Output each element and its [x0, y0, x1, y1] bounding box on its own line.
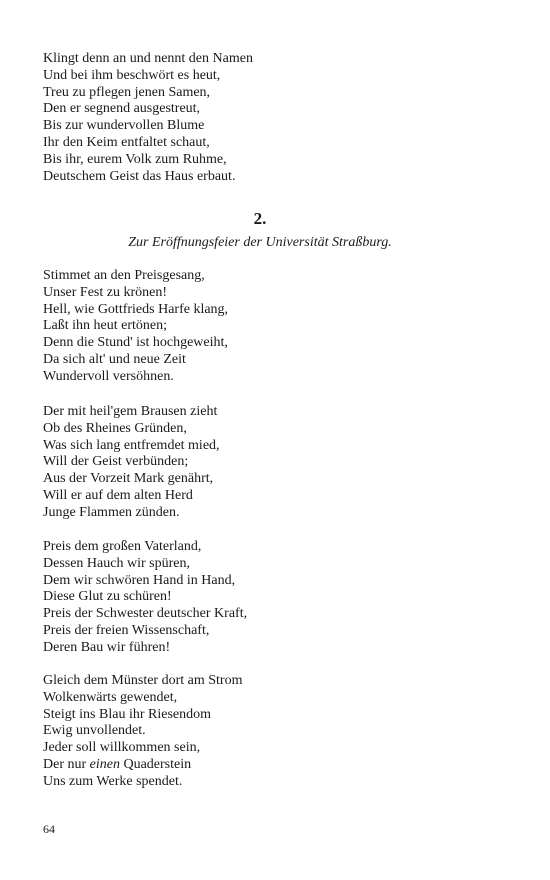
poem-line: Hell, wie Gottfrieds Harfe klang,	[43, 301, 229, 317]
poem-line: Wundervoll versöhnen.	[43, 368, 174, 384]
poem-line: Unser Fest zu krönen!	[43, 284, 168, 300]
poem-line: Ob des Rheines Gründen,	[43, 420, 187, 436]
poem-line: Will der Geist verbünden;	[43, 454, 189, 470]
poem-line: Ewig unvollendet.	[43, 723, 146, 739]
line-text-before: Der nur	[43, 756, 90, 772]
poem-line: Klingt denn an und nennt den Namen	[43, 51, 253, 66]
section-subtitle: Zur Eröffnungsfeier der Universität Straßburg.	[128, 235, 392, 250]
poem-line: Steigt ins Blau ihr Riesendom	[43, 706, 211, 722]
poem-line: Jeder soll willkommen sein,	[43, 740, 201, 756]
stanza-5	[43, 673, 242, 791]
stanza-1	[43, 51, 253, 185]
poem-line: Den er segnend ausgestreut,	[43, 101, 201, 117]
poem-line-with-emphasis	[43, 757, 242, 774]
poem-line: Will er auf dem alten Herd	[43, 487, 193, 503]
poem-line: Deren Bau wir führen!	[43, 639, 171, 655]
poem-line: Preis der Schwester deutscher Kraft,	[43, 606, 248, 622]
stanza-2	[43, 268, 228, 386]
poem-line: Diese Glut zu schüren!	[43, 589, 172, 605]
poem-line: Bis zur wundervollen Blume	[43, 118, 205, 134]
line-text-after: Quaderstein	[119, 756, 192, 772]
stanza-4	[43, 539, 247, 657]
poem-line: Gleich dem Münster dort am Strom	[43, 673, 243, 688]
poem-line: Aus der Vorzeit Mark genährt,	[43, 471, 214, 487]
poem-line: Denn die Stund' ist hochgeweiht,	[43, 335, 228, 351]
poem-line: Stimmet an den Preisgesang,	[43, 268, 205, 283]
stanza-3	[43, 404, 220, 522]
poem-line: Wolkenwärts gewendet,	[43, 689, 178, 705]
poem-line: Treu zu pflegen jenen Samen,	[43, 84, 211, 100]
poem-line: Bis ihr, eurem Volk zum Ruhme,	[43, 151, 227, 167]
poem-line: Ihr den Keim entfaltet schaut,	[43, 134, 210, 150]
poem-line: Da sich alt' und neue Zeit	[43, 351, 186, 367]
poem-line: Junge Flammen zünden.	[43, 504, 180, 520]
poem-line: Laßt ihn heut ertönen;	[43, 318, 168, 334]
poem-line: Uns zum Werke spendet.	[43, 773, 183, 789]
poem-line: Dem wir schwören Hand in Hand,	[43, 572, 236, 588]
poem-line: Was sich lang entfremdet mied,	[43, 437, 220, 453]
poem-line: Preis der freien Wissenschaft,	[43, 622, 210, 638]
emphasized-word: einen	[89, 756, 120, 772]
page-number: 64	[43, 822, 55, 836]
section-number: 2.	[253, 209, 267, 228]
poem-line: Dessen Hauch wir spüren,	[43, 555, 190, 571]
poem-line: Preis dem großen Vaterland,	[43, 539, 202, 554]
poem-line: Der mit heil'gem Brausen zieht	[43, 404, 218, 419]
poem-line: Und bei ihm beschwört es heut,	[43, 67, 221, 83]
poem-line: Deutschem Geist das Haus erbaut.	[43, 168, 236, 184]
